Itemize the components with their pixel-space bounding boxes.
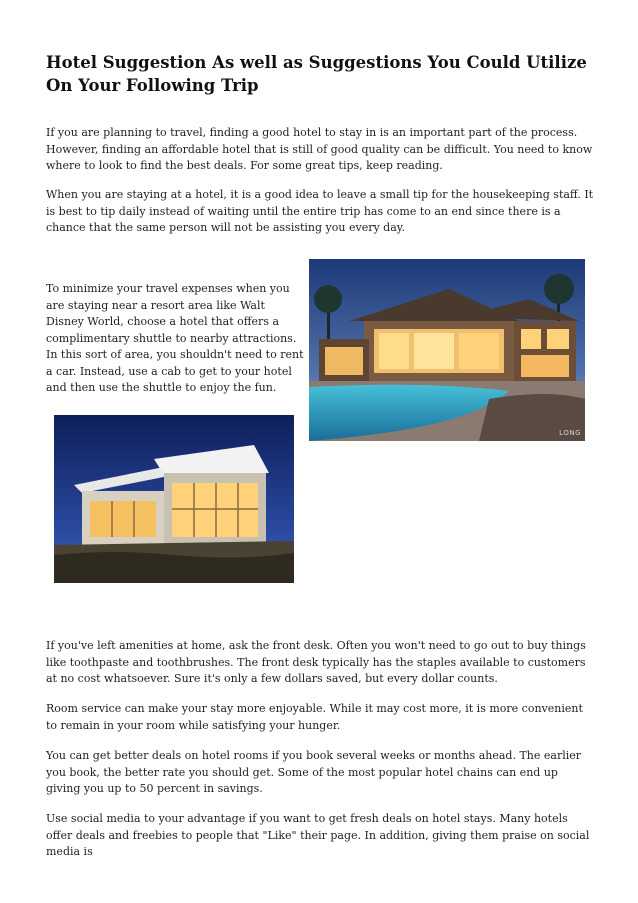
paragraph-room-service: Room service can make your stay more enjoyable. While it may cost more, it is more convenient to remain in your room while satisfying your hunger. [46, 702, 583, 732]
photo-watermark: LONG [559, 429, 581, 437]
resort-house-photo [309, 259, 585, 441]
modern-house-photo [54, 415, 294, 583]
paragraph-shuttle: To minimize your travel expenses when you are staying near a resort area like Walt Disney World, choose a hotel that offers a complimentary shuttle to nearby attractions. In this sort of area, you shouldn't need to rent a car. Instead, use a cab to get to your hotel and then use the shuttle to enjoy the fun. [46, 282, 304, 394]
paragraph-book-early: You can get better deals on hotel rooms if you book several weeks or months ahead. The earlier you book, the better rate you should get. Some of the most popular hotel chains can end up giving you up to 50 percent in savings. [46, 749, 582, 795]
paragraph-amenities: If you've left amenities at home, ask the front desk. Often you won't need to go out to buy things like toothpaste and toothbrushes. The front desk typically has the staples available to customers at no cost whatsoever. Sure it's only a few dollars saved, but every dollar counts. [46, 639, 586, 685]
article-title: Hotel Suggestion As well as Suggestions You Could Utilize On Your Following Trip [46, 53, 587, 95]
paragraph-tip-housekeeping: When you are staying at a hotel, it is a good idea to leave a small tip for the housekeeping staff. It is best to tip daily instead of waiting until the entire trip has come to an end since there is a chance that the same person will not be assisting you every day. [46, 188, 594, 234]
paragraph-social-media: Use social media to your advantage if you want to get fresh deals on hotel stays. Many hotels offer deals and freebies to people that "Like" their page. In addition, giving them praise on social media is [46, 812, 590, 858]
paragraph-intro: If you are planning to travel, finding a good hotel to stay in is an important part of the process. However, finding an affordable hotel that is still of good quality can be difficult. You need to know where to look to find the best deals. For some great tips, keep reading. [46, 126, 593, 172]
